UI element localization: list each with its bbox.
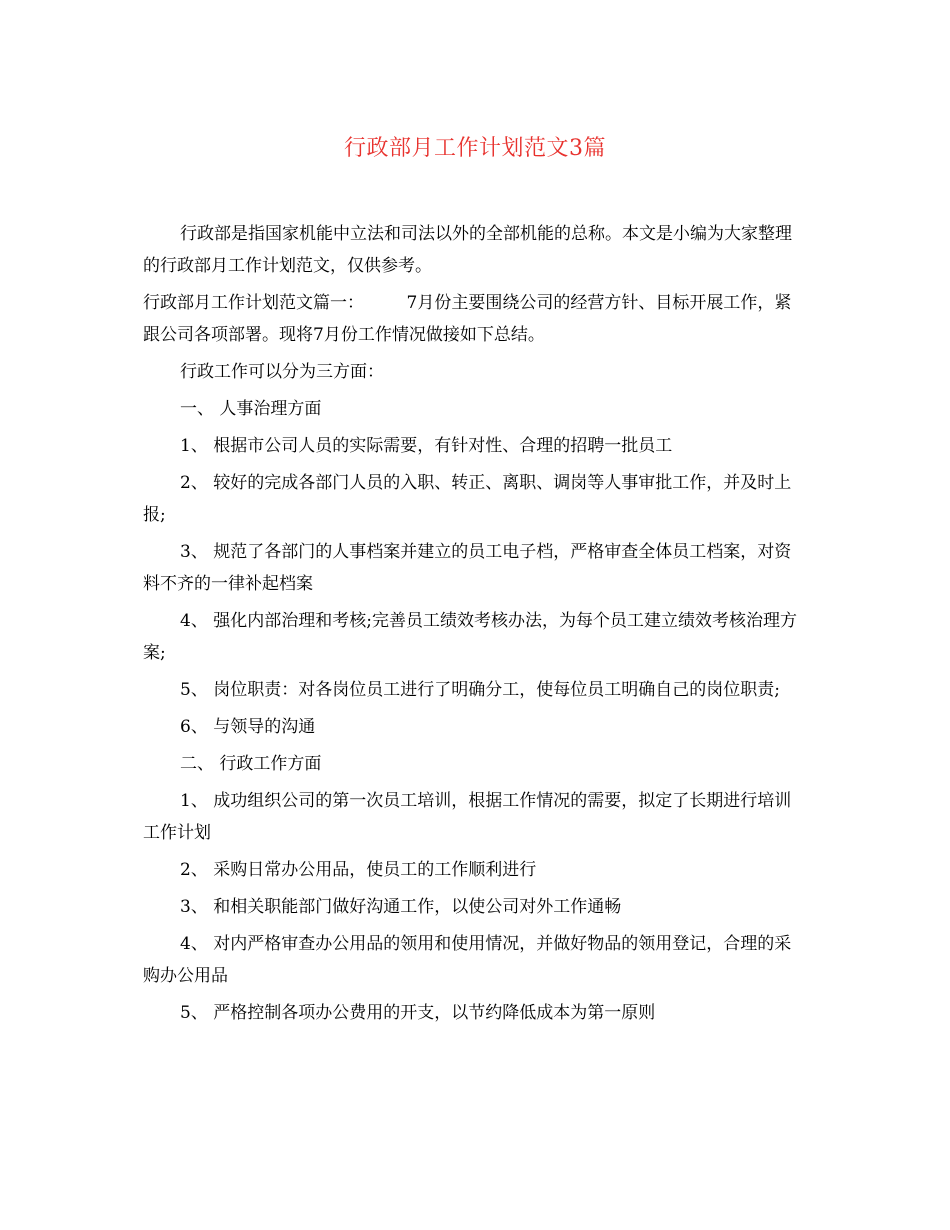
list-item: 4、 强化内部治理和考核;完善员工绩效考核办法，为每个员工建立绩效考核治理方案; (143, 611, 797, 663)
list-item: 6、 与领导的沟通 (180, 717, 316, 737)
list-item: 3、 规范了各部门的人事档案并建立的员工电子档，严格审查全体员工档案，对资料不齐的一律补起档案 (143, 542, 792, 594)
paragraph-part-one-opening: 行政部月工作计划范文篇一： 7月份主要围绕公司的经营方针、目标开展工作，紧跟公司各项部署。现将7月份工作情况做接如下总结。 (143, 293, 792, 345)
list-item: 1、 根据市公司人员的实际需要，有针对性、合理的招聘一批员工 (180, 436, 673, 456)
paragraph-three-aspects: 行政工作可以分为三方面： (180, 362, 384, 382)
list-item: 2、 采购日常办公用品，使员工的工作顺利进行 (180, 860, 537, 880)
list-item: 5、 严格控制各项办公费用的开支，以节约降低成本为第一原则 (180, 1003, 656, 1023)
list-item: 2、 较好的完成各部门人员的入职、转正、离职、调岗等人事审批工作，并及时上报; (143, 473, 792, 525)
section-heading-personnel: 一、 人事治理方面 (180, 399, 322, 419)
section-heading-administration: 二、 行政工作方面 (180, 754, 322, 774)
list-item: 3、 和相关职能部门做好沟通工作，以使公司对外工作通畅 (180, 897, 622, 917)
document-body (143, 218, 803, 1034)
document-title: 行政部月工作计划范文3篇 (344, 136, 606, 161)
paragraph-intro: 行政部是指国家机能中立法和司法以外的全部机能的总称。本文是小编为大家整理的行政部月工作计划范文，仅供参考。 (143, 224, 792, 276)
list-item: 1、 成功组织公司的第一次员工培训，根据工作情况的需要，拟定了长期进行培训工作计划 (143, 791, 792, 843)
list-item: 4、 对内严格审查办公用品的领用和使用情况，并做好物品的领用登记，合理的采购办公用品 (143, 934, 792, 986)
list-item: 5、 岗位职责：对各岗位员工进行了明确分工，使每位员工明确自己的岗位职责; (180, 680, 780, 700)
